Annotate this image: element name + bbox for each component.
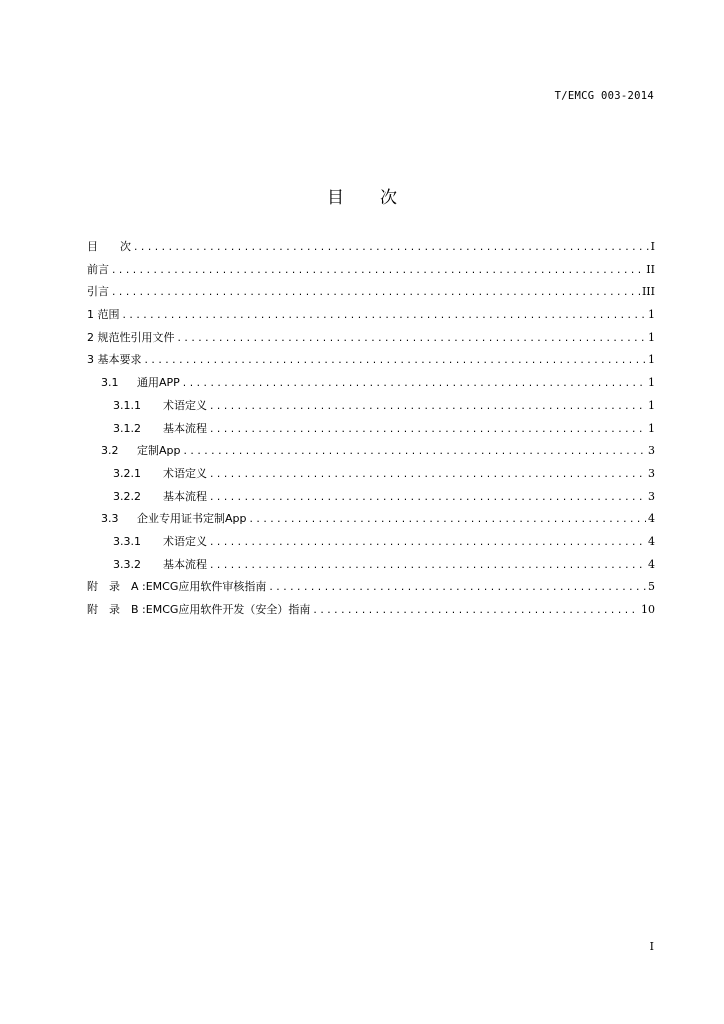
toc-entry[interactable] — [87, 304, 655, 327]
toc-entry-page: 3 — [648, 466, 655, 480]
toc-leader-dots — [182, 373, 646, 396]
toc-leader-dots — [312, 600, 639, 623]
toc-entry-page: 3 — [648, 444, 655, 458]
toc-entry-label — [113, 486, 207, 509]
toc-leader-dots — [209, 532, 646, 555]
toc-leader-dots — [249, 509, 647, 532]
page-title-char-2: 次 — [380, 188, 397, 208]
toc-entry-title: 附 录 A :EMCG应用软件审核指南 — [87, 580, 267, 594]
toc-entry-page: I — [650, 240, 655, 253]
toc-entry-label — [113, 463, 207, 486]
toc-entry-label — [113, 554, 207, 577]
toc-entry-label — [113, 395, 207, 418]
toc-entry-label — [101, 372, 180, 395]
toc-entry[interactable] — [87, 418, 655, 441]
toc-entry-page: 4 — [648, 512, 655, 526]
toc-entry-number: 3.2.1 — [113, 466, 141, 480]
toc-entry[interactable] — [87, 440, 655, 463]
toc-entry-page: II — [646, 262, 655, 276]
toc-entry-title: 企业专用证书定制App — [137, 512, 247, 526]
toc-entry-title: 附 录 B :EMCG应用软件开发（安全）指南 — [87, 603, 311, 616]
toc-entry-page: 1 — [648, 330, 655, 344]
toc-leader-dots — [111, 282, 640, 305]
toc-leader-dots — [183, 441, 647, 464]
toc-entry[interactable] — [87, 508, 655, 531]
toc-entry-page: 4 — [648, 534, 655, 548]
document-header-code: T/EMCG 003-2014 — [554, 90, 654, 102]
toc-entry-number: 3.1.2 — [113, 421, 141, 435]
toc-entry-label — [101, 440, 181, 463]
toc-entry[interactable] — [87, 236, 655, 259]
toc-leader-dots — [111, 260, 644, 283]
toc-entry-label — [87, 576, 266, 599]
toc-entry-label — [113, 531, 207, 554]
toc-entry-number: 1 — [87, 308, 94, 322]
toc-leader-dots — [133, 237, 649, 260]
toc-leader-dots — [268, 577, 646, 600]
toc-entry-title: 基本要求 — [97, 353, 142, 367]
toc-entry-page: III — [641, 285, 655, 299]
toc-entry-page: 10 — [641, 603, 655, 616]
toc-entry-title: 术语定义 — [163, 398, 207, 412]
toc-entry-title: 前言 — [87, 262, 109, 276]
toc-entry-number: 3.1.1 — [113, 398, 141, 412]
toc-entry-page: 1 — [648, 376, 655, 390]
toc-entry[interactable] — [87, 259, 655, 282]
toc-entry[interactable] — [87, 486, 655, 509]
table-of-contents — [87, 236, 655, 622]
toc-entry-title: 基本流程 — [163, 489, 207, 503]
toc-entry-page: 1 — [648, 421, 655, 435]
toc-entry-label — [87, 349, 142, 372]
toc-entry[interactable] — [87, 349, 655, 372]
toc-entry-title: 术语定义 — [163, 534, 207, 548]
toc-entry-title: 范围 — [97, 308, 120, 322]
toc-entry[interactable] — [87, 281, 655, 304]
toc-entry-title: 基本流程 — [163, 557, 207, 571]
toc-entry[interactable] — [87, 395, 655, 418]
toc-entry-title: 目 次 — [87, 240, 131, 253]
toc-entry[interactable] — [87, 531, 655, 554]
toc-entry[interactable] — [87, 576, 655, 599]
toc-leader-dots — [209, 396, 646, 419]
toc-entry-page: 5 — [648, 580, 655, 594]
toc-entry[interactable] — [87, 599, 655, 622]
toc-entry-title: 基本流程 — [163, 421, 207, 435]
toc-leader-dots — [209, 487, 646, 510]
toc-leader-dots — [122, 305, 647, 328]
toc-entry-number: 3 — [87, 353, 94, 367]
toc-entry-label — [87, 304, 120, 327]
page-title — [0, 183, 724, 208]
toc-entry-label — [87, 599, 310, 622]
toc-entry-page: 1 — [648, 308, 655, 322]
toc-entry-number: 3.3.2 — [113, 557, 141, 571]
toc-entry-title: 定制App — [137, 444, 181, 458]
toc-entry-page: 1 — [648, 353, 655, 367]
toc-entry[interactable] — [87, 372, 655, 395]
toc-entry-page: 4 — [648, 557, 655, 571]
toc-entry-title: 术语定义 — [163, 466, 207, 480]
toc-entry-label — [113, 418, 207, 441]
toc-entry-number: 3.2.2 — [113, 489, 141, 503]
toc-entry[interactable] — [87, 327, 655, 350]
toc-entry-title: 通用APP — [137, 376, 180, 390]
toc-leader-dots — [209, 555, 646, 578]
toc-entry-title: 规范性引用文件 — [97, 330, 175, 344]
toc-entry[interactable] — [87, 554, 655, 577]
toc-entry-label — [101, 508, 247, 531]
toc-leader-dots — [177, 328, 647, 351]
toc-leader-dots — [209, 464, 646, 487]
toc-entry-label — [87, 327, 175, 350]
toc-entry-label — [87, 259, 109, 282]
toc-entry-number: 3.3 — [101, 512, 119, 526]
toc-entry-label — [87, 236, 131, 259]
footer-page-number: I — [649, 940, 654, 953]
toc-entry-number: 3.3.1 — [113, 534, 141, 548]
toc-leader-dots — [209, 419, 646, 442]
toc-entry-page: 1 — [648, 398, 655, 412]
toc-entry-number: 3.2 — [101, 444, 119, 458]
toc-leader-dots — [144, 350, 647, 373]
toc-entry-number: 3.1 — [101, 376, 119, 390]
toc-entry-number: 2 — [87, 330, 94, 344]
toc-entry-page: 3 — [648, 489, 655, 503]
toc-entry-title: 引言 — [87, 285, 109, 299]
toc-entry-label — [87, 281, 109, 304]
toc-entry[interactable] — [87, 463, 655, 486]
page-title-char-1: 目 — [327, 188, 344, 208]
